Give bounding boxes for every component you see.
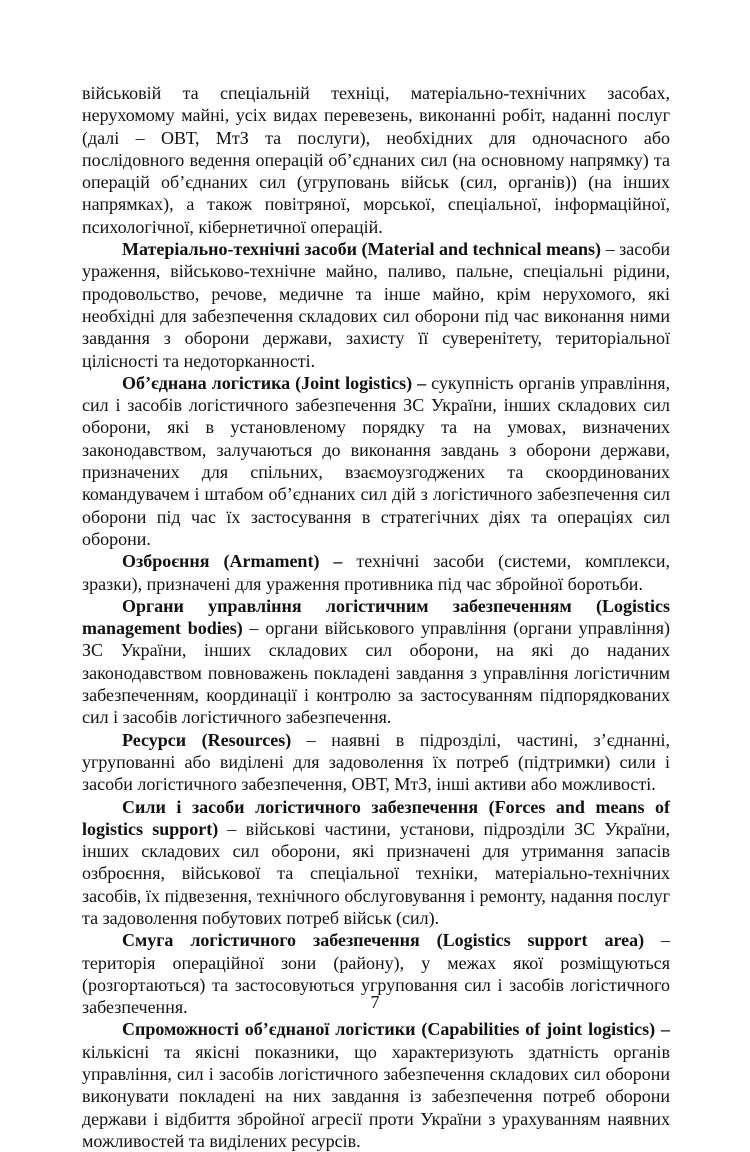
definition-paragraph	[82, 729, 670, 796]
page-number: 7	[370, 992, 380, 1012]
definition-text: сукупність органів управління, сил і засобів логістичного забезпечення ЗС України, інших складових сил оборони, які в установленому порядку та на умовах, визначених законодавством, залучаються до виконання завдань з оборони держави, призначених для спільних, взаємоузгоджених та скоординованих командувачем і штабом об’єднаних сил дій з логістичного забезпечення сил оборони під час їх застосування в стратегічних діях та операціях сил оборони.	[82, 372, 671, 549]
definition-text: – органи військового управління (органи управління) ЗС України, інших складових сил оборони, на які до наданих законодавством повноважень покладені завдання з управління логістичним забезпеченням, координації і контролю за застосуванням підпорядкованих сил і засобів логістичного забезпечення.	[82, 618, 671, 728]
definition-paragraph	[82, 372, 670, 550]
definition-text: – військові частини, установи, підрозділи ЗС України, інших складових сил оборони, які призначені для утримання запасів озброєння, військової та спеціальної техніки, матеріально-технічних засобів, їх підвезення, технічного обслуговування і ремонту, надання послуг та задоволення побутових потреб військ (сил).	[82, 818, 670, 928]
definition-term: Об’єднана логістика (Joint logistics) –	[122, 372, 427, 393]
definition-paragraph	[82, 796, 670, 930]
definition-paragraph	[82, 550, 670, 595]
definition-paragraph	[82, 1018, 670, 1152]
definition-text: – територія операційної зони (району), у межах якої розміщуються (розгортаються) та застосовуються угруповання сил і засобів логістичного забезпечення.	[82, 930, 670, 1018]
definition-text: – засоби ураження, військово-технічне майно, паливо, пальне, спеціальні рідини, продовольство, речове, медичне та інше майно, крім нерухомого, які необхідні для забезпечення складових сил оборони під час виконання ними завдання з оборони держави, захисту її суверенітету, територіальної цілісності та недоторканності.	[82, 239, 670, 371]
definition-term: Матеріально-технічні засоби (Material and technical means)	[122, 239, 602, 260]
definition-term: Ресурси (Resources)	[122, 729, 292, 750]
definition-term: Смуга логістичного забезпечення (Logistics support area)	[122, 930, 645, 951]
definition-term: Сили і засоби логістичного забезпечення (Forces and means of logistics support)	[82, 796, 670, 839]
definition-text: технічні засоби (системи, комплекси, зразки), призначені для ураження противника під час збройної боротьби.	[82, 551, 670, 594]
definition-text: кількісні та якісні показники, що характеризують здатність органів управління, сил і засобів логістичного забезпечення складових сил оборони виконувати покладені на них завдання із забезпечення потреб оборони держави і відбиття збройної агресії проти України з урахуванням наявних можливостей та виділених ресурсів.	[82, 1041, 670, 1151]
definition-term: Озброєння (Armament) –	[122, 551, 343, 572]
intro-paragraph: військовій та спеціальній техніці, матеріально-технічних засобах, нерухомому майні, усіх видах перевезень, виконанні робіт, наданні послуг (далі – ОВТ, МтЗ та послуги), необхідних для одночасного або послідовного ведення операцій об’єднаних сил (на основному напрямку) та операцій об’єднаних сил (угруповань військ (сил, органів)) (на інших напрямках), а також повітряної, морської, спеціальної, інформаційної, психологічної, кібернетичної операцій.	[82, 83, 670, 237]
definition-paragraph	[82, 595, 670, 729]
definition-text: – наявні в підрозділі, частині, з’єднанні, угрупованні або виділені для задоволення їх потреб (підтримки) сили і засоби логістичного забезпечення, ОВТ, МтЗ, інші активи або можливості.	[82, 729, 671, 795]
definition-paragraph	[82, 238, 670, 372]
definition-term: Органи управління логістичним забезпеченням (Logistics management bodies)	[82, 595, 670, 639]
definition-term: Спроможності об’єднаної логістики (Capabilities of joint logistics) –	[122, 1019, 670, 1040]
